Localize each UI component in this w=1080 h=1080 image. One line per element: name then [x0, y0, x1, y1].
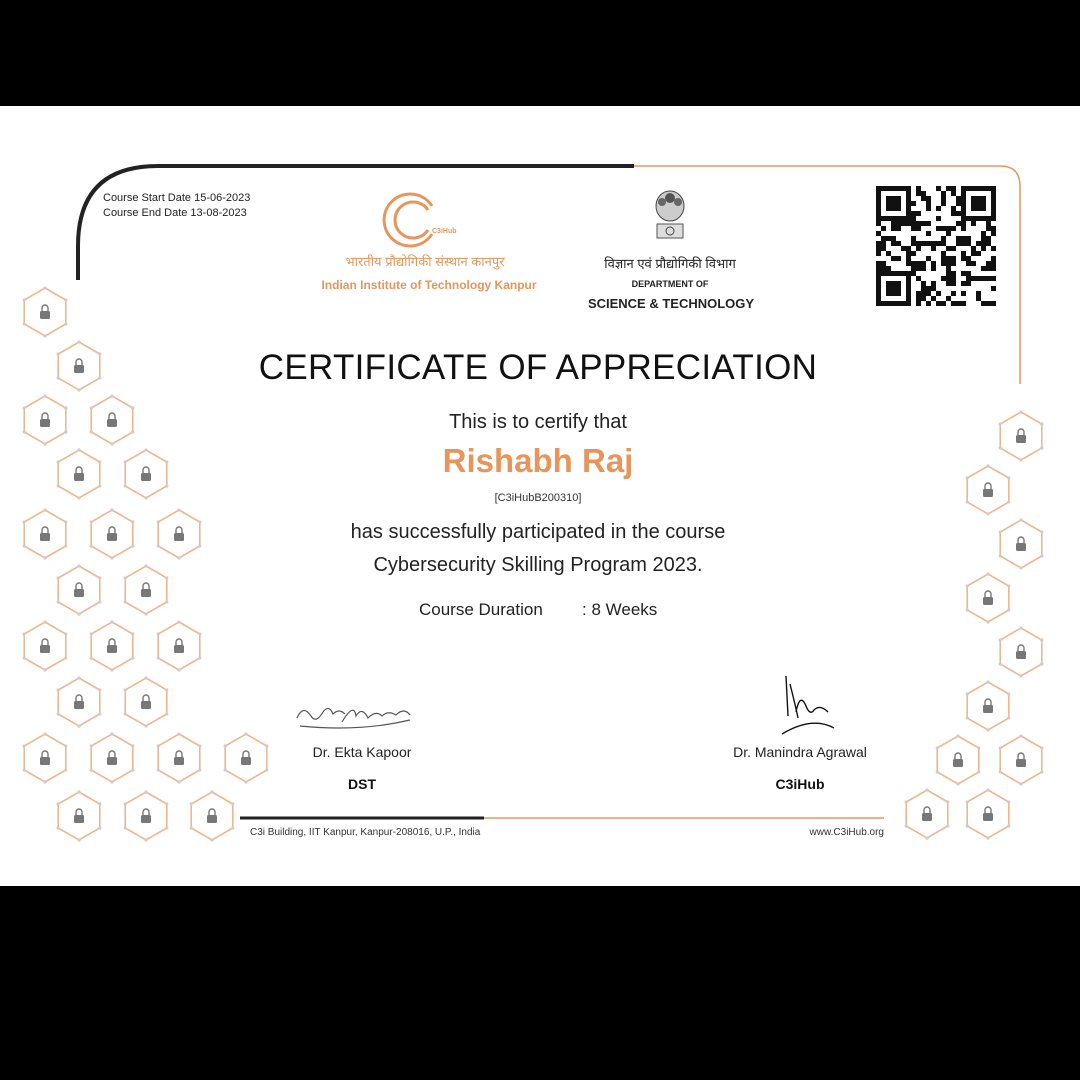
certify-line: This is to certify that: [449, 411, 627, 433]
lock-hex-icon: [57, 564, 102, 615]
lock-hex-icon: [23, 732, 68, 783]
lock-hex-icon: [157, 620, 202, 671]
dst-department-label: DEPARTMENT OF: [631, 279, 709, 289]
lock-hex-icon: [23, 508, 68, 559]
lock-hex-icon: [124, 448, 169, 499]
recipient-name: Rishabh Raj: [442, 442, 634, 479]
footer-website: www.C3iHub.org: [809, 827, 884, 838]
lock-hex-icon: [23, 394, 68, 445]
lock-hex-icon: [936, 734, 981, 785]
dst-name-english: SCIENCE & TECHNOLOGY: [587, 296, 755, 311]
c3ihub-logo-text: C3iHub: [432, 228, 457, 235]
hex-pattern-right: [905, 410, 1044, 839]
lock-hex-icon: [90, 508, 135, 559]
lock-hex-icon: [999, 518, 1044, 569]
certificate-title: CERTIFICATE OF APPRECIATION: [258, 348, 818, 387]
lock-hex-icon: [905, 788, 950, 839]
participation-line: has successfully participated in the course: [350, 521, 726, 543]
lock-hex-icon: [57, 676, 102, 727]
signatory-name-right: Dr. Manindra Agrawal: [733, 744, 867, 760]
lock-hex-icon: [190, 790, 235, 841]
signatory-org-right: C3iHub: [775, 776, 825, 792]
lock-hex-icon: [224, 732, 269, 783]
lock-hex-icon: [90, 732, 135, 783]
hex-pattern-left: [23, 286, 269, 841]
duration-label: Course Duration: [419, 600, 543, 619]
lock-hex-icon: [157, 508, 202, 559]
lock-hex-icon: [999, 410, 1044, 461]
lock-hex-icon: [124, 790, 169, 841]
footer-address: C3i Building, IIT Kanpur, Kanpur-208016, U.P., India: [250, 827, 481, 838]
lock-hex-icon: [966, 464, 1011, 515]
lock-hex-icon: [57, 340, 102, 391]
lock-hex-icon: [157, 732, 202, 783]
course-name: Cybersecurity Skilling Program 2023.: [373, 554, 703, 576]
lock-hex-icon: [124, 676, 169, 727]
national-emblem-icon: [656, 191, 684, 238]
duration-value: : 8 Weeks: [582, 600, 658, 619]
certificate-sheet: [0, 106, 1080, 886]
dst-name-hindi: विज्ञान एवं प्रौद्योगिकी विभाग: [604, 256, 736, 271]
lock-hex-icon: [124, 564, 169, 615]
signature-ekta-kapoor: [297, 708, 410, 728]
lock-hex-icon: [90, 394, 135, 445]
lock-hex-icon: [966, 572, 1011, 623]
lock-hex-icon: [966, 788, 1011, 839]
signatory-org-left: DST: [348, 776, 376, 792]
lock-hex-icon: [57, 790, 102, 841]
iitk-name-english: Indian Institute of Technology Kanpur: [321, 278, 537, 292]
iitk-name-hindi: भारतीय प्रौद्योगिकी संस्थान कानपुर: [345, 254, 505, 269]
signature-manindra-agrawal: [782, 676, 834, 734]
qr-code: [876, 186, 996, 306]
lock-hex-icon: [57, 448, 102, 499]
lock-hex-icon: [966, 680, 1011, 731]
lock-hex-icon: [23, 620, 68, 671]
lock-hex-icon: [999, 626, 1044, 677]
lock-hex-icon: [90, 620, 135, 671]
signatory-name-left: Dr. Ekta Kapoor: [312, 744, 412, 760]
lock-hex-icon: [999, 734, 1044, 785]
course-end-date: Course End Date 13-08-2023: [103, 207, 247, 219]
certificate-id: [C3iHubB200310]: [494, 492, 582, 504]
lock-hex-icon: [23, 286, 68, 337]
course-start-date: Course Start Date 15-06-2023: [103, 192, 251, 204]
